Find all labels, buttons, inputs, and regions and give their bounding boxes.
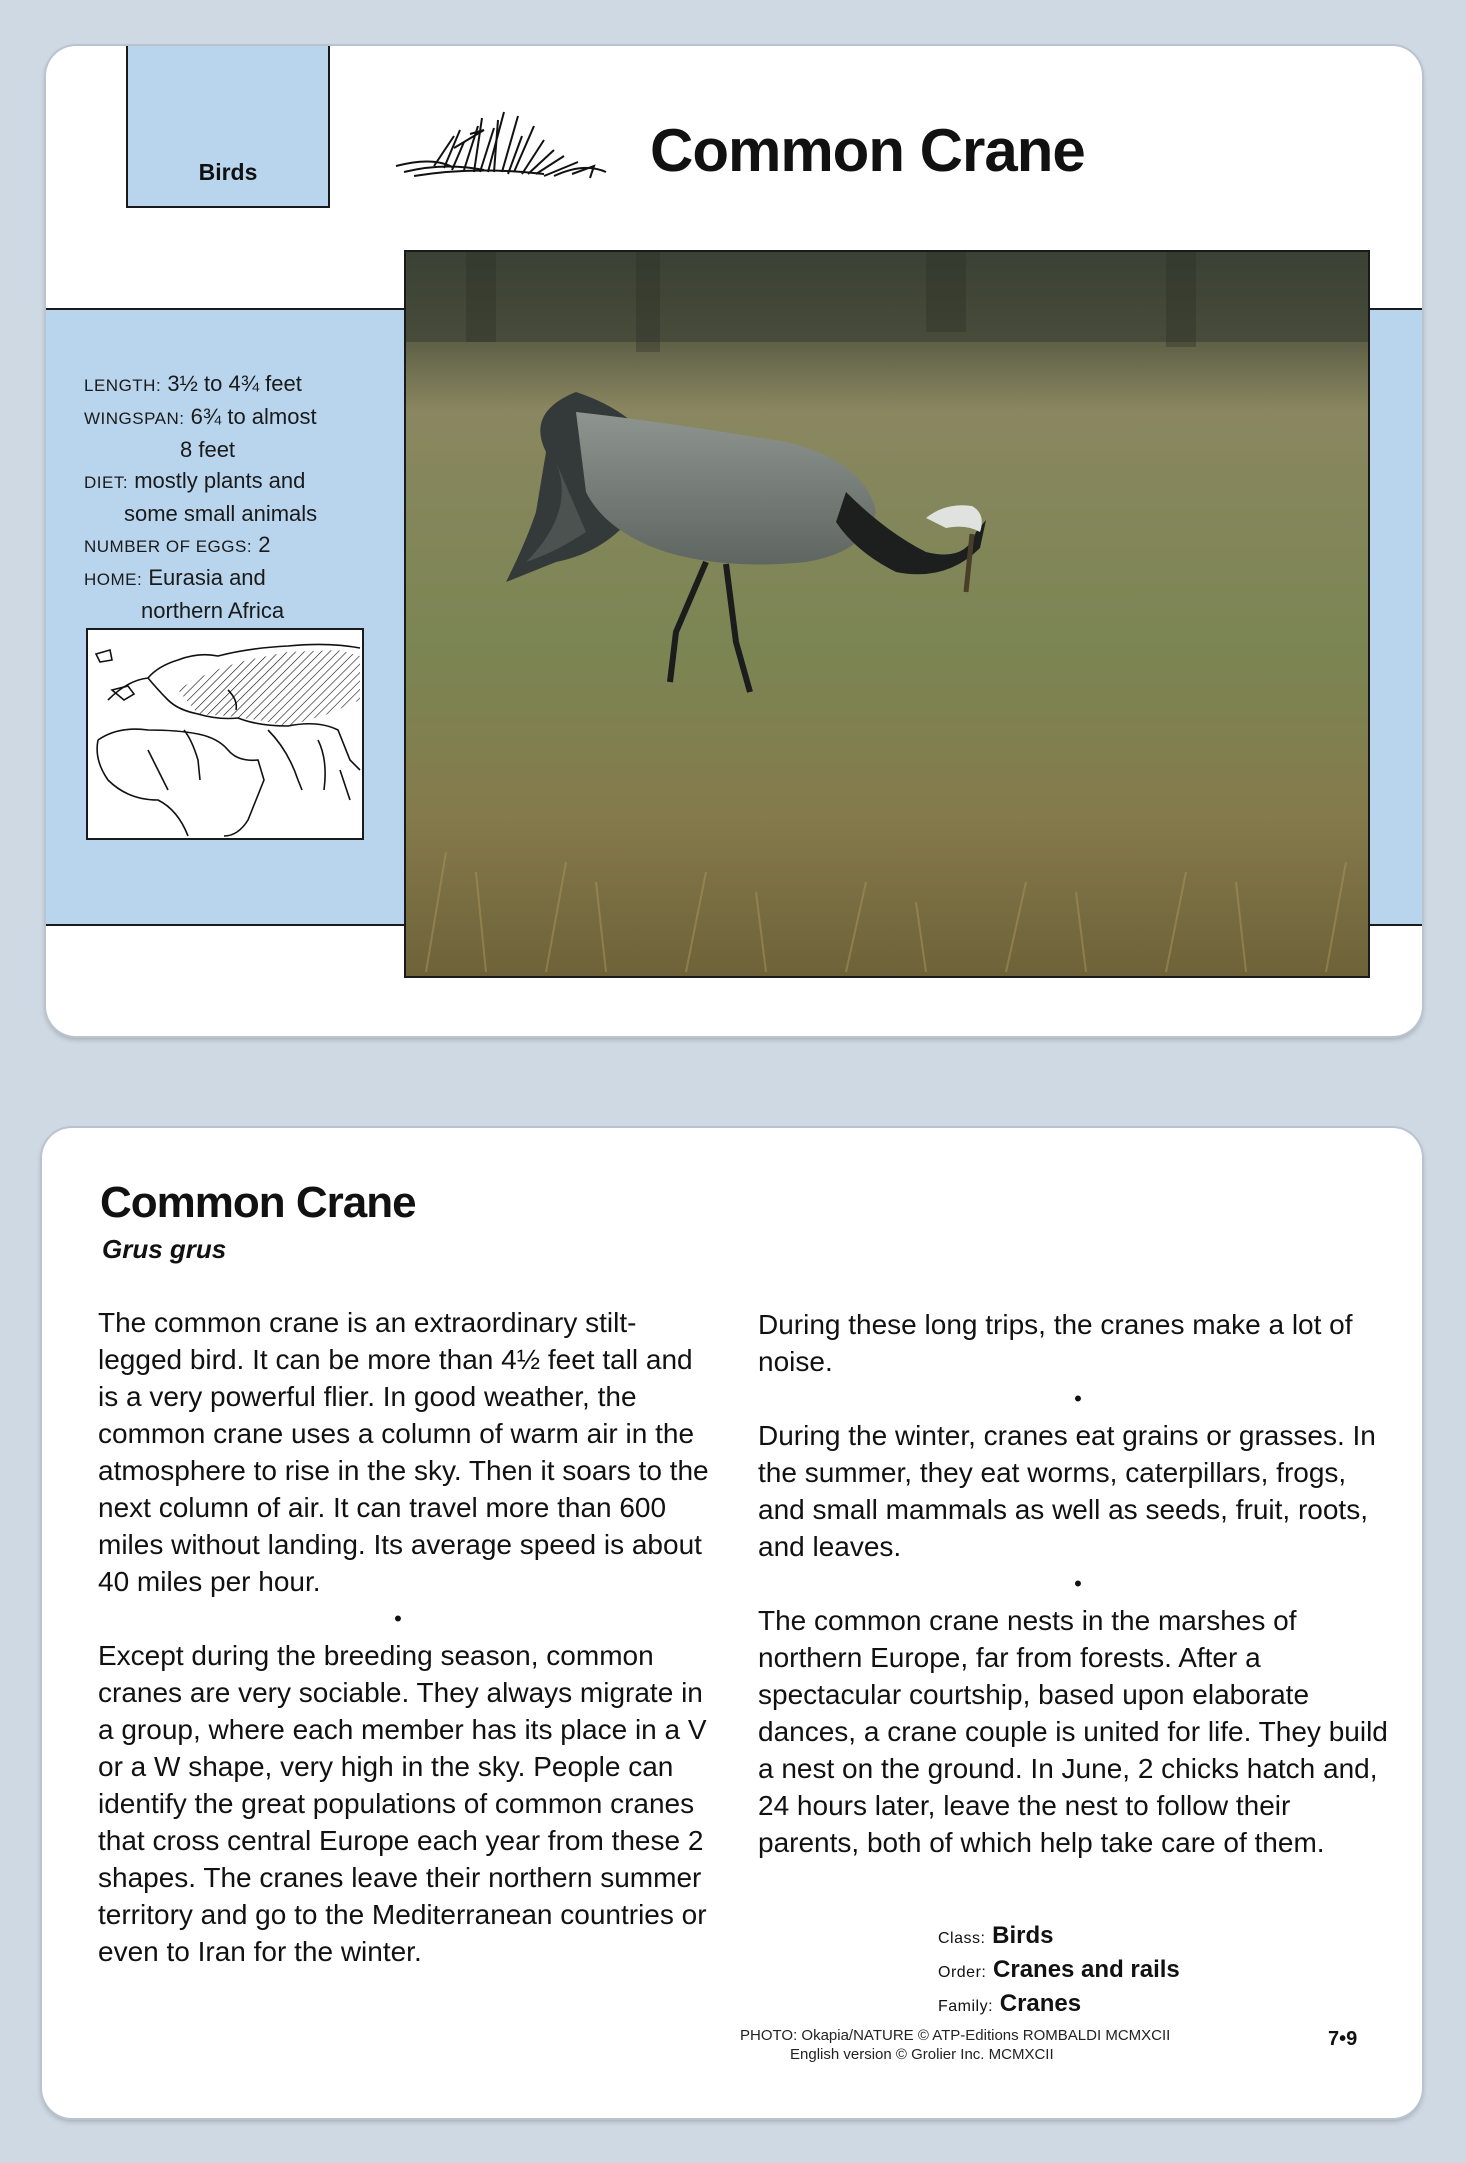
category-tab — [126, 46, 330, 208]
grass-icon — [394, 106, 614, 186]
diet-value-cont: some small animals — [124, 501, 318, 526]
length-label: LENGTH: — [84, 376, 162, 395]
category-label: Birds — [198, 159, 258, 185]
wingspan-value-cont: 8 feet — [180, 437, 236, 462]
species-title: Common Crane — [100, 1178, 416, 1227]
credit-line-2: English version © Grolier Inc. MCMXCII — [790, 2046, 1054, 2063]
eggs-value: 2 — [258, 532, 271, 557]
order-value: Cranes and rails — [993, 1956, 1180, 1983]
separator-dot: • — [394, 1606, 402, 1631]
wingspan-value: 6¾ to almost — [190, 404, 317, 429]
fact-length — [84, 368, 384, 401]
class-row — [938, 1920, 1180, 1954]
fact-eggs — [84, 529, 384, 562]
wingspan-label: WINGSPAN: — [84, 409, 185, 428]
range-map — [86, 628, 364, 840]
family-value: Cranes — [999, 1990, 1082, 2017]
photo-image — [406, 252, 1368, 976]
text-column-right — [758, 1306, 1398, 1861]
front-card — [46, 46, 1422, 1036]
fact-list — [84, 368, 384, 626]
diet-label: DIET: — [84, 473, 129, 492]
text-column-left — [98, 1304, 718, 1970]
photo-label: PHOTO: — [740, 2027, 798, 2044]
paragraph: The common crane is an extraordinary stilt-legged bird. It can be more than 4½ feet tall and is a very powerful flier. In good weather, the common crane uses a column of warm air in the atmosphere to rise in the sky. Then it soars to the next column of air. It can travel more than 600 miles without landing. Its average speed is about 40 miles per hour. — [98, 1307, 709, 1597]
length-value: 3½ to 4¾ feet — [167, 371, 302, 396]
photo-credits — [740, 2026, 1170, 2064]
fact-diet — [84, 465, 384, 498]
home-label: HOME: — [84, 570, 143, 589]
paragraph: During the winter, cranes eat grains or grasses. In the summer, they eat worms, caterpillars, frogs, and small mammals as well as seeds, fruit, roots, and leaves. — [758, 1420, 1376, 1562]
credit-line-1 — [740, 2026, 1170, 2045]
family-label: Family: — [938, 1998, 994, 2015]
classification — [938, 1920, 1180, 2022]
diet-value: mostly plants and — [134, 468, 306, 493]
eggs-label: NUMBER OF EGGS: — [84, 537, 253, 556]
class-label: Class: — [938, 1930, 986, 1947]
family-row — [938, 1988, 1180, 2022]
card-number: 7•9 — [1328, 2028, 1358, 2050]
order-row — [938, 1954, 1180, 1988]
crane-photo — [404, 250, 1370, 978]
fact-wingspan — [84, 401, 384, 434]
home-value: Eurasia and — [148, 565, 266, 590]
class-value: Birds — [992, 1922, 1054, 1949]
separator-dot: • — [1074, 1571, 1082, 1596]
paragraph: The common crane nests in the marshes of northern Europe, far from forests. After a spectacular courtship, based upon elaborate dances, a crane couple is united for life. They build a nest on the ground. In June, 2 chicks hatch and, 24 hours later, leave the nest to follow their parents, both of which help take care of them. — [758, 1605, 1388, 1858]
paragraph: During these long trips, the cranes make a lot of noise. — [758, 1309, 1353, 1377]
separator-dot: • — [1074, 1386, 1082, 1411]
scientific-name: Grus grus — [102, 1234, 227, 1264]
paragraph: Except during the breeding season, common cranes are very sociable. They always migrate in a group, where each member has its place in a V or a W shape, very high in the sky. People can identify the great populations of common cranes that cross central Europe each year from these 2 shapes. The cranes leave their northern summer territory and go to the Mediterranean countries or even to Iran for the winter. — [98, 1640, 707, 1967]
card-title: Common Crane — [650, 117, 1085, 184]
order-label: Order: — [938, 1964, 987, 1981]
home-value-cont: northern Africa — [141, 598, 285, 623]
photo-credit: Okapia/NATURE © ATP-Editions ROMBALDI MCMXCII — [801, 2027, 1171, 2044]
back-card — [42, 1128, 1422, 2118]
map-icon — [88, 630, 362, 838]
fact-home — [84, 562, 384, 595]
